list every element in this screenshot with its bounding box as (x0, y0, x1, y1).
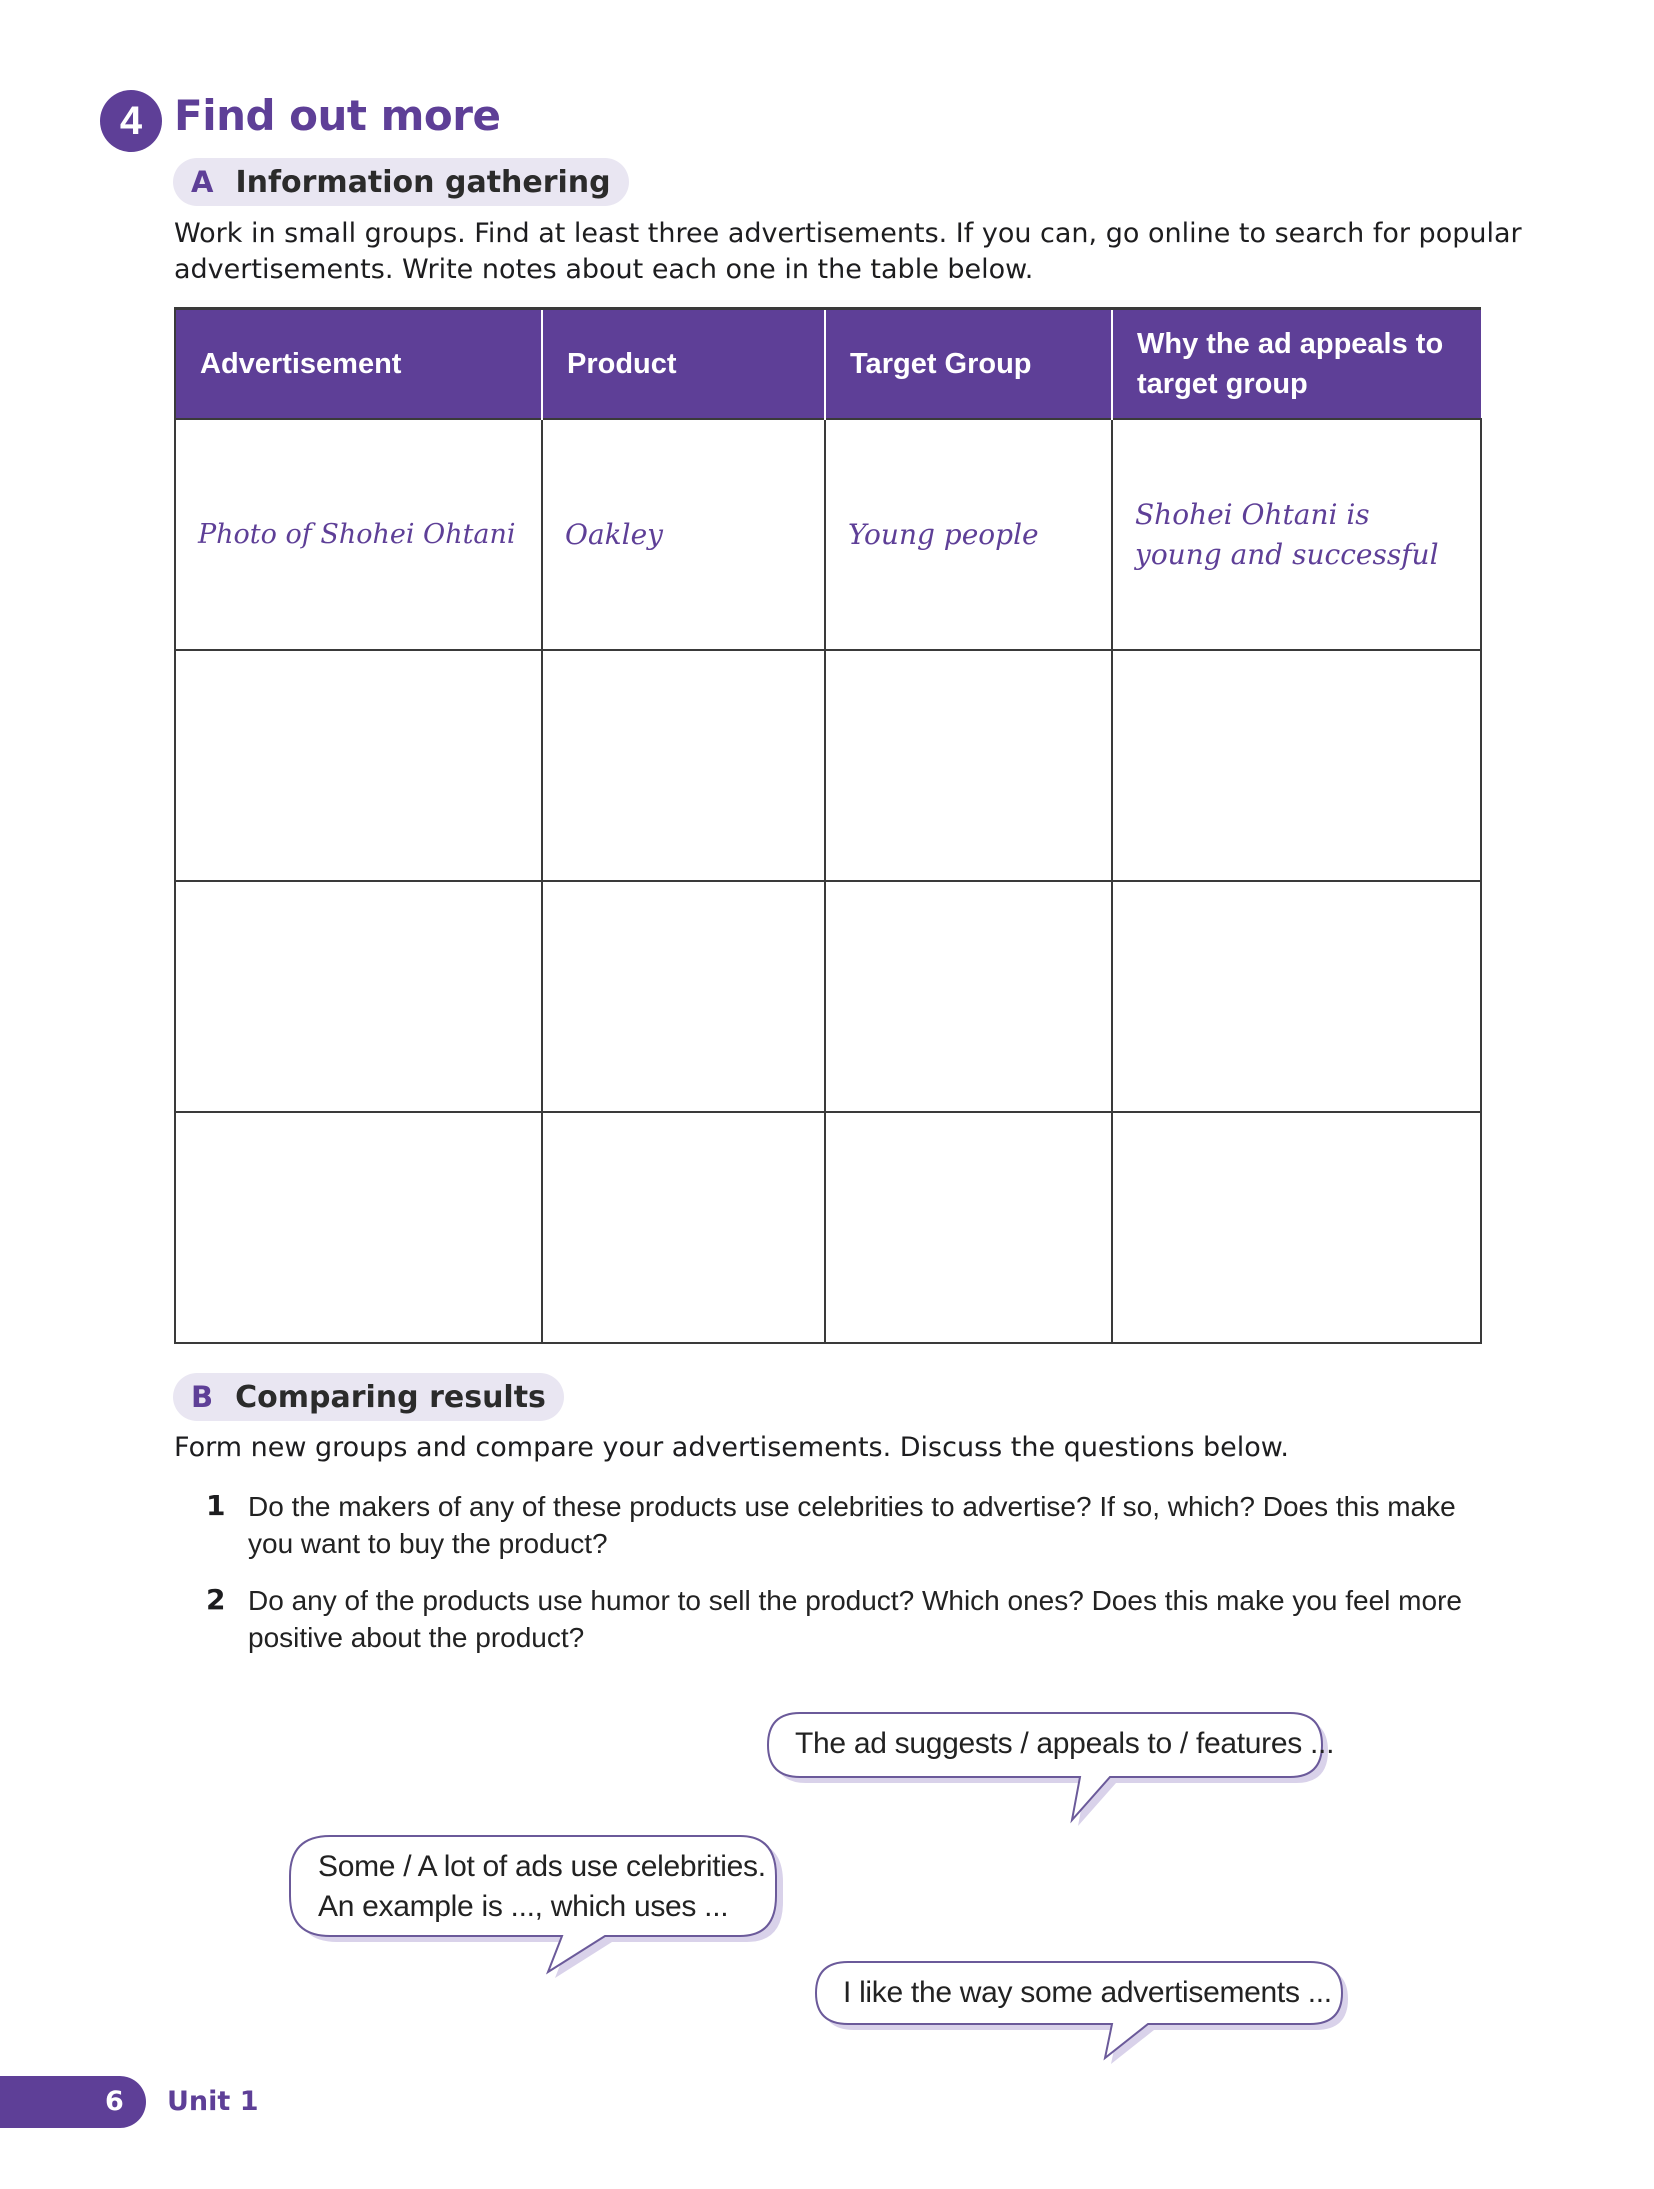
header-advertisement: Advertisement (175, 309, 542, 420)
question-1-number: 1 (206, 1489, 226, 1522)
speech-bubble-2 (318, 1847, 766, 1927)
page-number: 6 (105, 2086, 124, 2117)
header-product: Product (542, 309, 825, 420)
speech-bubble-3: I like the way some advertisements ... (843, 1976, 1332, 2009)
table-cell[interactable]: Oakley (542, 419, 825, 650)
part-a-title: Information gathering (235, 164, 611, 200)
part-a-instructions-line-1: Work in small groups. Find at least three advertisements. If you can, go online to search for popular (174, 218, 1522, 249)
table-cell[interactable]: Shohei Ohtani is young and successful (1112, 419, 1481, 650)
section-number-badge: 4 (100, 90, 162, 152)
part-b-instructions: Form new groups and compare your advertisements. Discuss the questions below. (174, 1432, 1289, 1463)
speech-bubble-2-line-1: Some / A lot of ads use celebrities. (318, 1850, 766, 1883)
header-why-appeals: Why the ad appeals to target group (1112, 309, 1481, 420)
header-target-group: Target Group (825, 309, 1112, 420)
table-cell[interactable]: Photo of Shohei Ohtani (175, 419, 542, 650)
question-2-line-1: Do any of the products use humor to sell the product? Which ones? Does this make you feel more (248, 1585, 1462, 1616)
question-2-number: 2 (206, 1583, 226, 1616)
question-2-line-2: positive about the product? (248, 1622, 585, 1653)
part-b-title: Comparing results (235, 1379, 546, 1415)
footer-page-tab (0, 2076, 146, 2128)
speech-bubble-2-line-2: An example is ..., which uses ... (318, 1890, 729, 1923)
speech-bubble-1: The ad suggests / appeals to / features ... (795, 1727, 1335, 1760)
part-a-instructions-line-2: advertisements. Write notes about each one in the table below. (174, 254, 1034, 285)
section-title: Find out more (174, 91, 501, 140)
part-b-letter: B (191, 1380, 214, 1414)
table-cell[interactable]: Young people (825, 419, 1112, 650)
part-a-letter: A (191, 165, 214, 199)
question-1-line-2: you want to buy the product? (248, 1528, 608, 1559)
unit-label: Unit 1 (167, 2086, 259, 2117)
question-1-line-1: Do the makers of any of these products use celebrities to advertise? If so, which? Does this make (248, 1491, 1456, 1522)
